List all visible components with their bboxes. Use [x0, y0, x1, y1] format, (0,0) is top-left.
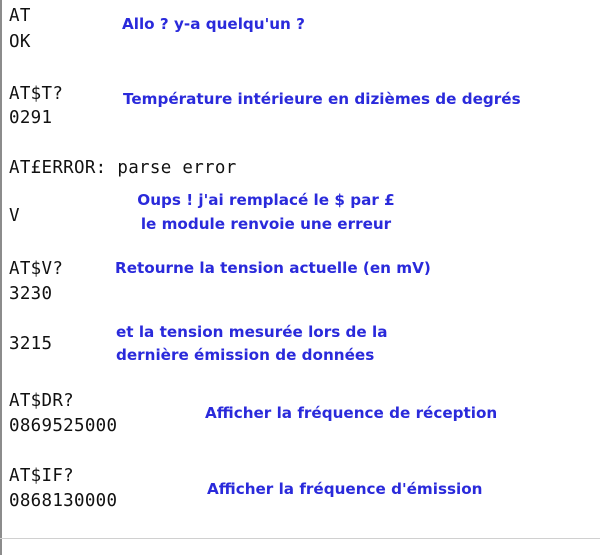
- annotation-temperature: Température intérieure en dizièmes de degrés: [123, 90, 521, 108]
- window-left-edge: [0, 0, 2, 555]
- terminal-line-v: V: [9, 206, 20, 226]
- terminal-line-volt-value: 3230: [9, 284, 53, 304]
- annotation-allo: Allo ? y-a quelqu'un ?: [122, 15, 305, 33]
- annotation-tension: Retourne la tension actuelle (en mV): [115, 259, 431, 277]
- terminal-line-temp-cmd: AT$T?: [9, 84, 64, 104]
- annotation-tx-frequency: Afficher la fréquence d'émission: [207, 480, 483, 498]
- terminal-line-temp-value: 0291: [9, 108, 53, 128]
- terminal-line-if-value: 0868130000: [9, 491, 118, 511]
- window-bottom-edge: [0, 538, 600, 539]
- terminal-line-at: AT: [9, 6, 31, 26]
- terminal-line-dr-cmd: AT$DR?: [9, 391, 75, 411]
- terminal-line-dr-value: 0869525000: [9, 416, 118, 436]
- terminal-line-ok: OK: [9, 32, 31, 52]
- terminal-line-volt-last: 3215: [9, 334, 53, 354]
- annotation-tension-last-line-2: dernière émission de données: [116, 346, 375, 364]
- annotation-error-line-1: Oups ! j'ai remplacé le $ par £: [137, 191, 395, 209]
- terminal-line-volt-cmd: AT$V?: [9, 259, 64, 279]
- terminal-line-if-cmd: AT$IF?: [9, 466, 75, 486]
- terminal-line-error: AT£ERROR: parse error: [9, 158, 237, 178]
- annotation-tension-last-line-1: et la tension mesurée lors de la: [116, 323, 388, 341]
- annotation-error-line-2: le module renvoie une erreur: [140, 215, 392, 233]
- annotation-rx-frequency: Afficher la fréquence de réception: [205, 404, 498, 422]
